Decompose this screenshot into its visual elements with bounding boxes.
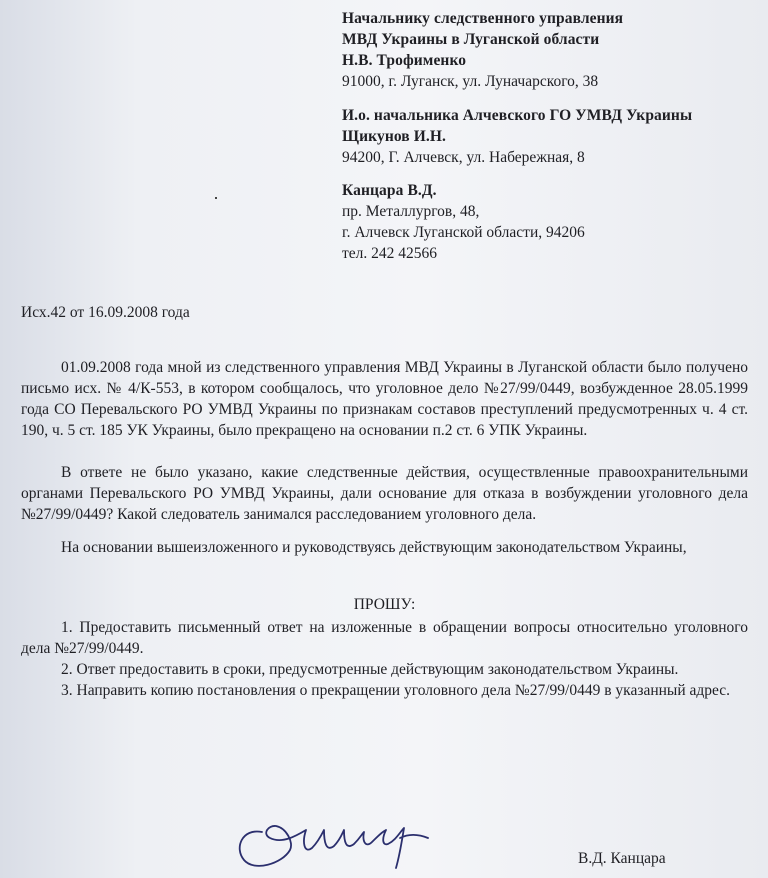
paragraph-text: В ответе не было указано, какие следственные действия, осуществленные правоохранительными органами Перевальского РО УМВД Украины, дали основание для отказа в возбуждении уголовного дела №27/99/0449? Какой следователь занимался расследованием уголовного дела. [21, 464, 748, 523]
paragraph-text: 01.09.2008 года мной из следственного управления МВД Украины в Луганской области было получено письмо исх. № 4/К-553, в котором сообщалось, что уголовное дело №27/99/0449, возбужденное 28.05.1999 года СО Перевальского РО УМВД Украины по признакам составов преступлений предусмотренных ч. 4 ст. 190, ч. 5 ст. 185 УК Украины, было прекращено на основании п.2 ст. 6 УПК Украины. [21, 359, 748, 439]
recipient-block-2 [342, 105, 692, 168]
recipient-1-name: Н.В. Трофименко [342, 52, 467, 69]
paragraph-text: На основании вышеизложенного и руководствуясь действующим законодательством Украины, [61, 539, 687, 556]
handwritten-signature [232, 808, 442, 874]
recipient-2-address: 94200, Г. Алчевск, ул. Набережная, 8 [342, 149, 585, 166]
request-heading: ПРОШУ: [353, 596, 416, 613]
signature-name: В.Д. Канцара [578, 850, 666, 867]
sender-name: Канцара В.Д. [342, 182, 437, 199]
sender-address-line-1: пр. Металлургов, 48, [342, 203, 480, 220]
body-paragraph-1 [21, 357, 748, 441]
recipient-block-1 [342, 8, 623, 92]
request-list [21, 617, 748, 701]
recipient-2-title: И.о. начальника Алчевского ГО УМВД Украины [342, 107, 693, 124]
recipient-1-title-line-1: Начальнику следственного управления [342, 10, 624, 27]
recipient-1-title-line-2: МВД Украины в Луганской области [342, 31, 600, 48]
request-item-2: 2. Ответ предоставить в сроки, предусмотренные действующим законодательством Украины. [61, 661, 679, 678]
body-paragraph-2 [21, 462, 748, 525]
sender-address-line-2: г. Алчевск Луганской области, 94206 [342, 224, 585, 241]
request-item-3: 3. Направить копию постановления о прекращении уголовного дела №27/99/0449 в указанный адрес. [61, 682, 731, 699]
stray-dot [215, 197, 217, 199]
request-item-1: 1. Предоставить письменный ответ на изложенные в обращении вопросы относительно уголовного дела №27/99/0449. [21, 619, 748, 657]
body-paragraph-3 [21, 537, 748, 558]
outgoing-reference: Исх.42 от 16.09.2008 года [21, 304, 190, 321]
recipient-2-name: Щикунов И.Н. [342, 128, 447, 145]
sender-phone: тел. 242 42566 [342, 245, 438, 262]
sender-block [342, 180, 585, 264]
recipient-1-address: 91000, г. Луганск, ул. Луначарского, 38 [342, 73, 599, 90]
